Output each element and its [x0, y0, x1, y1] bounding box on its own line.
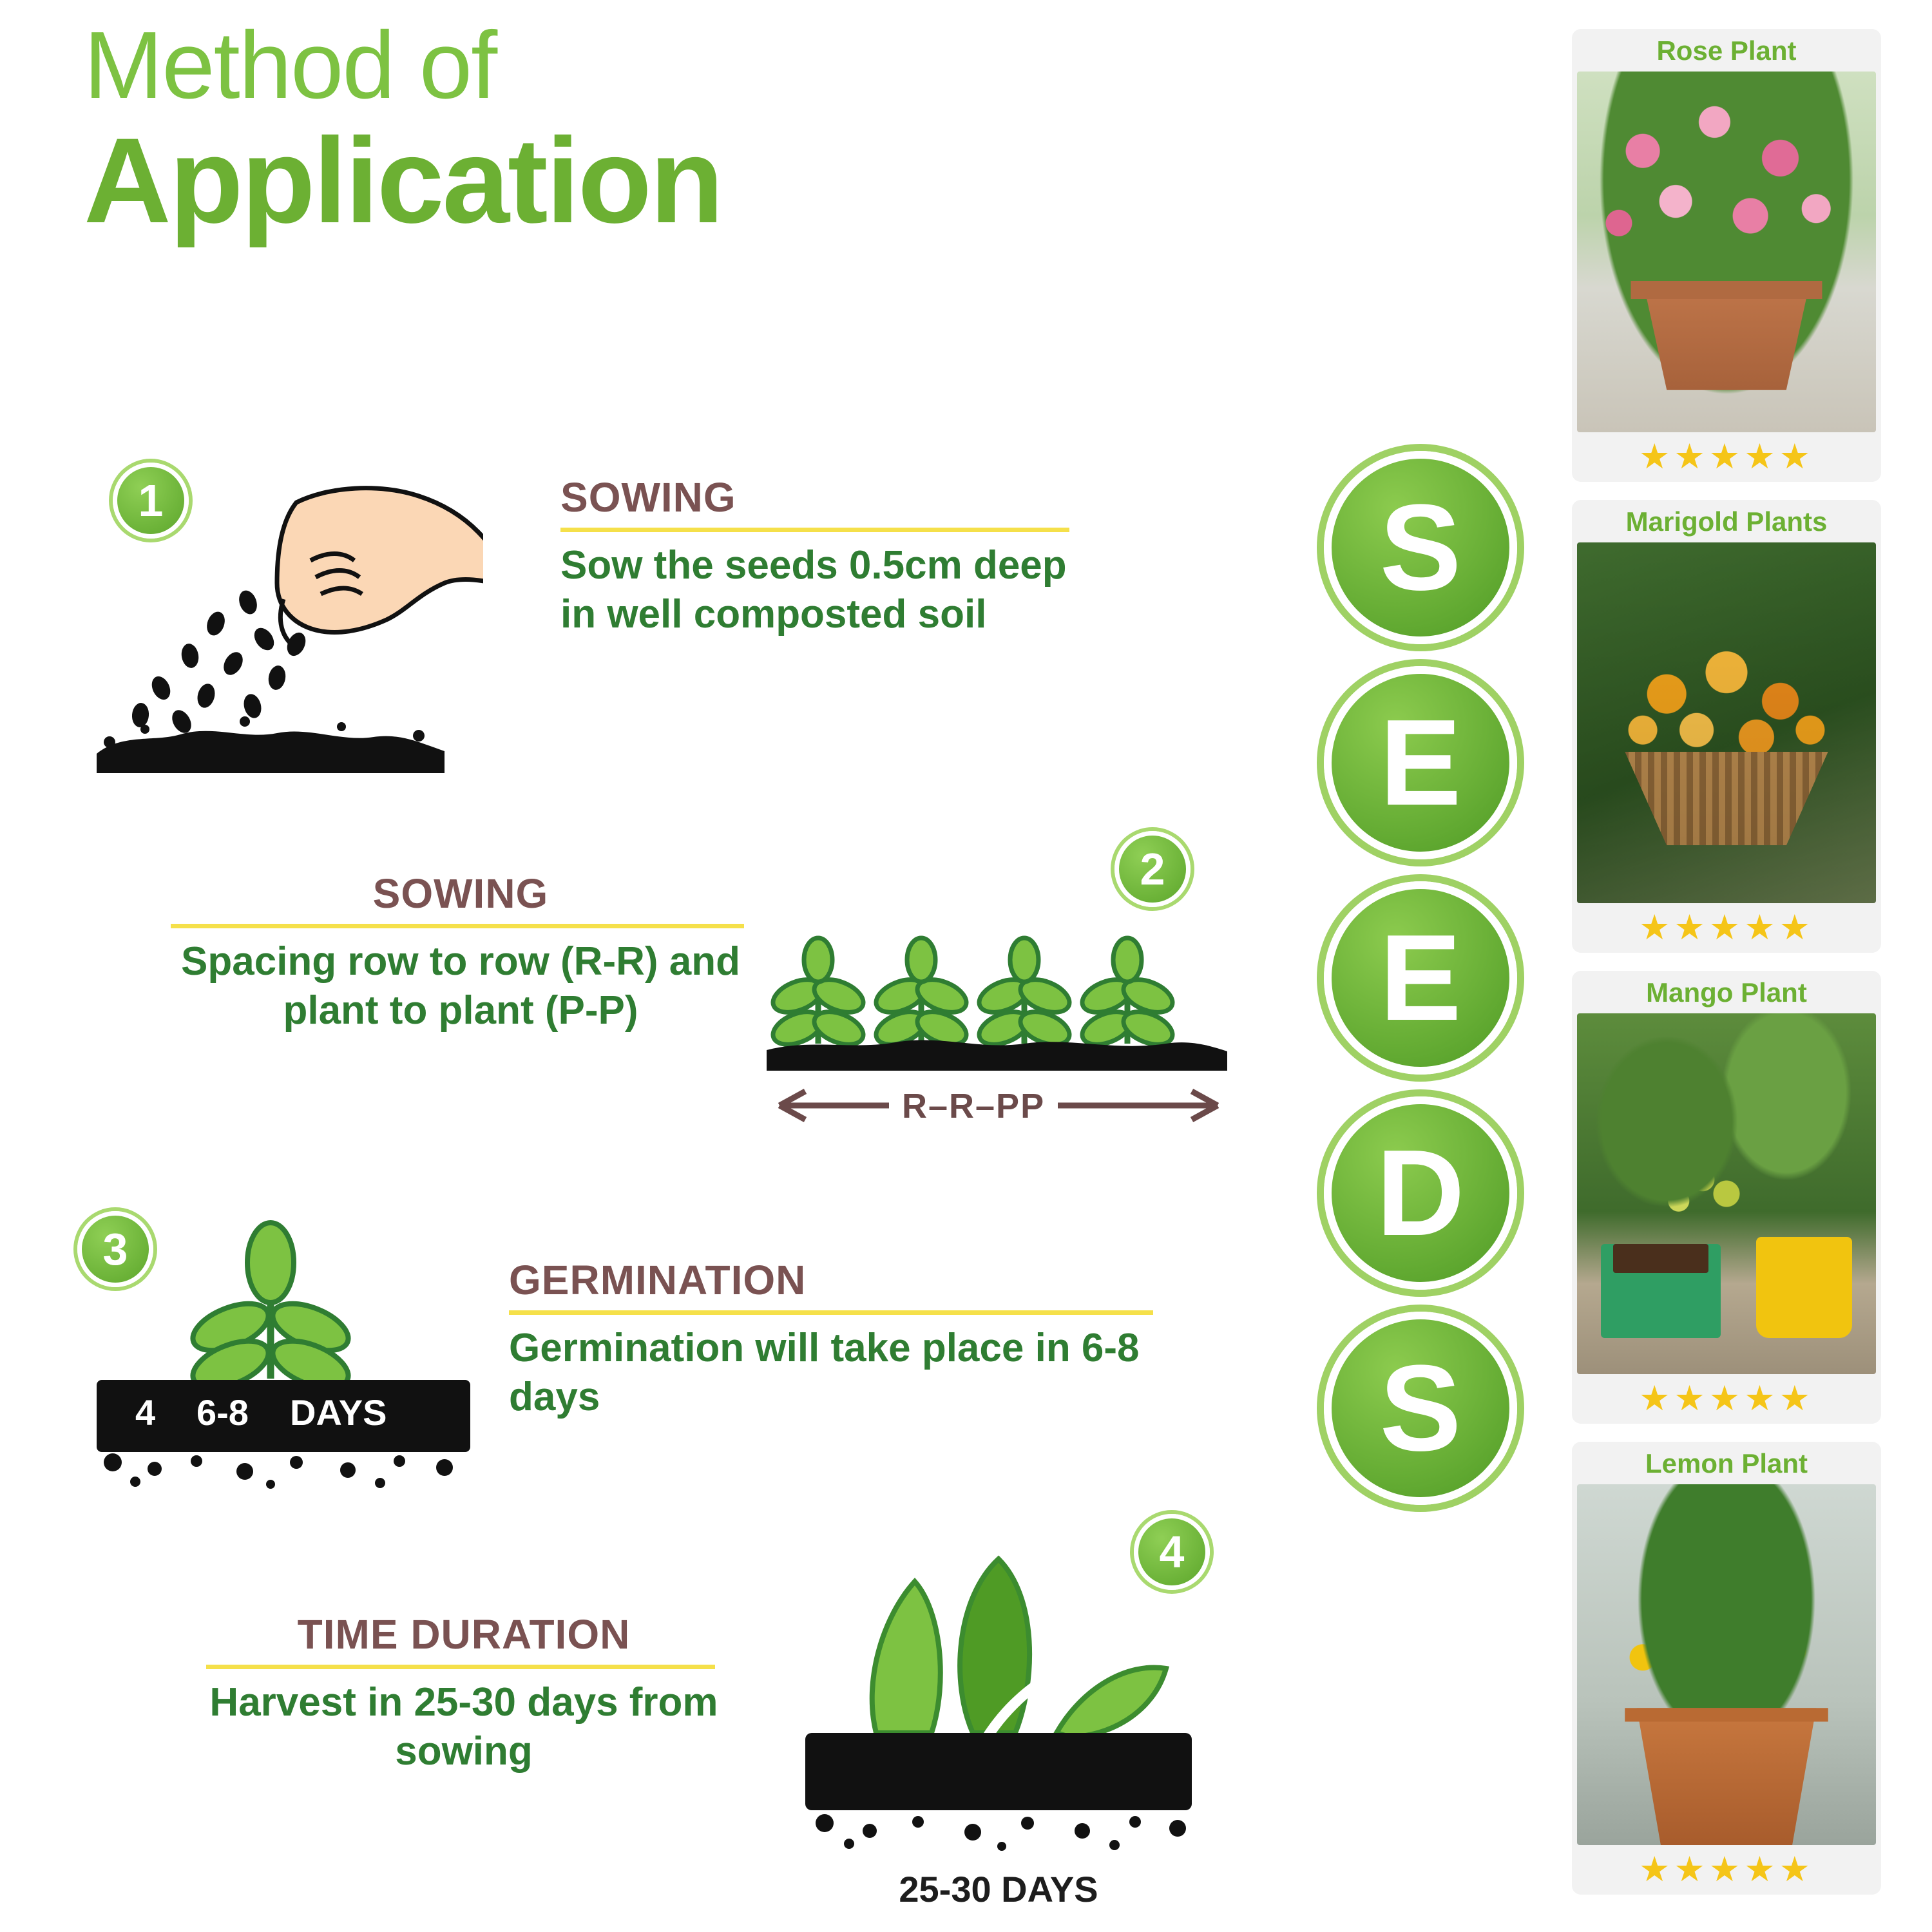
step-4-caption: 25-30 DAYS — [899, 1869, 1098, 1909]
seed-letter-d: D — [1324, 1096, 1517, 1290]
step-4-text — [206, 1611, 722, 1775]
step-3-badge: 3 — [77, 1211, 153, 1287]
step-2-badge: 2 — [1114, 831, 1191, 907]
step-3-divider — [509, 1310, 1153, 1315]
soil-label-0: 4 — [135, 1392, 156, 1433]
plant-card-marigold[interactable] — [1572, 500, 1881, 953]
step-3-body: Germination will take place in 6-8 days — [509, 1326, 1140, 1419]
step-1-badge: 1 — [113, 463, 189, 539]
seed-letter-e2: E — [1324, 881, 1517, 1075]
harvest-leaves-icon — [779, 1520, 1218, 1881]
rating-stars: ★★★★★ — [1638, 1379, 1815, 1418]
step-4 — [0, 1501, 1256, 1909]
step-1-heading: SOWING — [560, 474, 736, 521]
seeds-letter-column — [1324, 451, 1517, 1527]
soil-label-2: DAYS — [290, 1392, 387, 1433]
step-4-divider — [206, 1665, 715, 1669]
step-4-heading: TIME DURATION — [297, 1611, 631, 1658]
step-2-heading: SOWING — [372, 870, 549, 917]
seed-letter-s2: S — [1324, 1312, 1517, 1505]
title-line-2: Application — [84, 113, 722, 248]
rating-stars: ★★★★★ — [1638, 908, 1815, 947]
step-1-text — [560, 473, 1076, 638]
seed-letter-s1: S — [1324, 451, 1517, 644]
step-2-text — [171, 870, 751, 1035]
plant-card-title: Mango Plant — [1646, 977, 1807, 1008]
sprout-germination-icon — [77, 1198, 502, 1495]
step-2-body: Spacing row to row (R-R) and plant to plant (P-P) — [181, 939, 740, 1033]
plant-card-lemon[interactable] — [1572, 1442, 1881, 1895]
step-1 — [0, 445, 1160, 805]
step-2-caption-visible: R–R–PP — [889, 1086, 1058, 1126]
seed-letter-e1: E — [1324, 666, 1517, 859]
rose-plant-photo — [1577, 72, 1876, 432]
step-3 — [0, 1185, 1224, 1520]
plant-card-title: Marigold Plants — [1625, 506, 1828, 537]
marigold-plant-photo — [1577, 542, 1876, 903]
step-3-text — [509, 1256, 1160, 1421]
step-3-heading: GERMINATION — [509, 1257, 807, 1303]
mango-plant-photo — [1577, 1013, 1876, 1374]
plant-card-rose[interactable] — [1572, 29, 1881, 482]
page-title — [84, 12, 722, 248]
step-2-divider — [171, 924, 744, 928]
rating-stars: ★★★★★ — [1638, 437, 1815, 476]
rating-stars: ★★★★★ — [1638, 1850, 1815, 1889]
step-4-badge: 4 — [1134, 1514, 1210, 1590]
plant-card-title: Lemon Plant — [1645, 1448, 1808, 1478]
plant-card-title: Rose Plant — [1656, 35, 1797, 66]
step-2 — [0, 818, 1250, 1153]
step-4-body: Harvest in 25-30 days from sowing — [209, 1680, 718, 1774]
soil-label-1: 6-8 — [196, 1392, 249, 1433]
plant-cards — [1572, 29, 1881, 1913]
title-line-1: Method of — [84, 12, 497, 119]
hand-sowing-seeds-icon — [84, 451, 483, 786]
step-1-body: Sow the seeds 0.5cm deep in well composted soil — [560, 543, 1067, 636]
lemon-plant-photo — [1577, 1484, 1876, 1845]
step-1-divider — [560, 528, 1069, 532]
plant-card-mango[interactable] — [1572, 971, 1881, 1424]
